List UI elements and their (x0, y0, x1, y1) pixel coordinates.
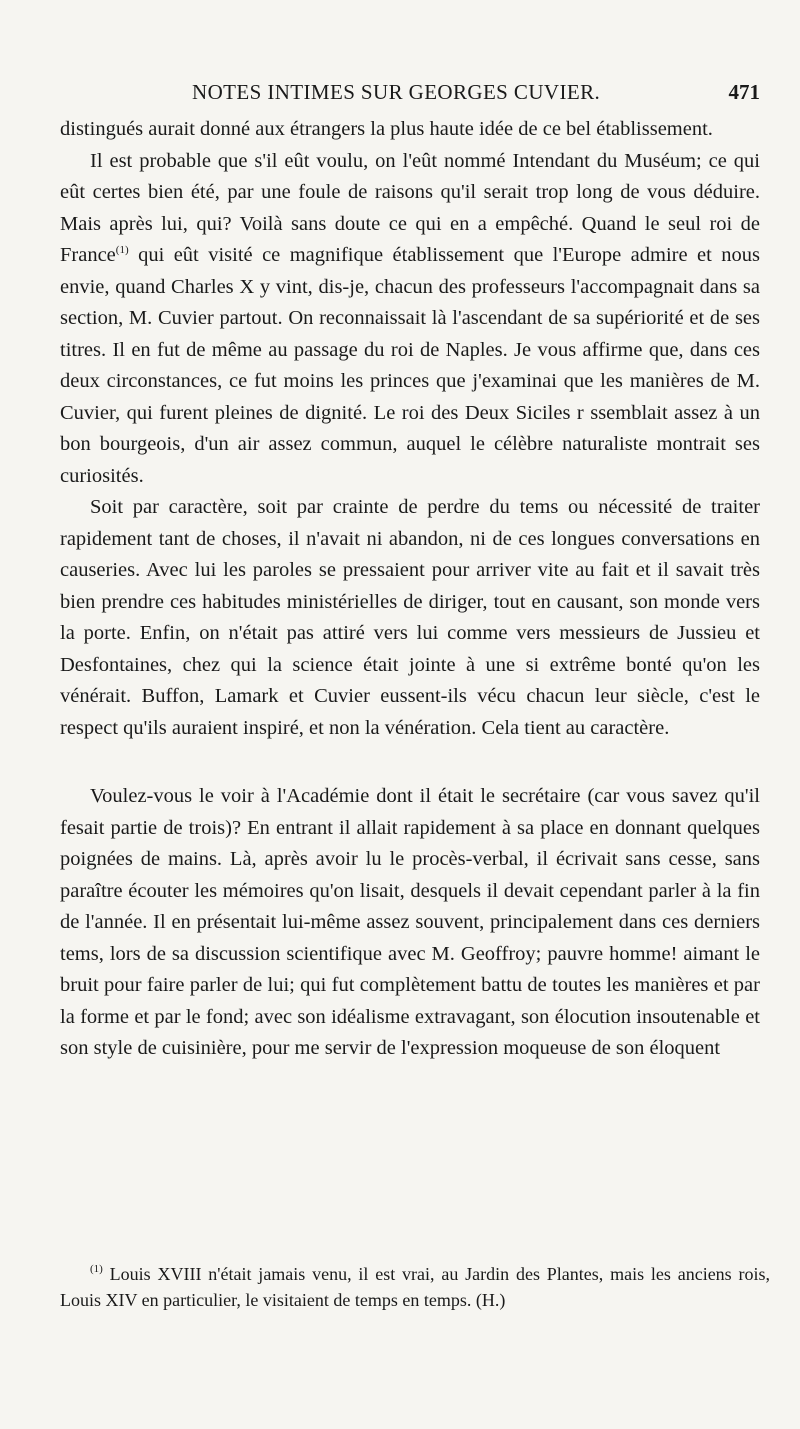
paragraph-continuation: distingués aurait donné aux étrangers la plus haute idée de ce bel établissement. (60, 118, 713, 140)
page-header (60, 80, 760, 110)
paragraph-intendant (60, 146, 760, 493)
footnote-content: Louis XVIII n'était jamais venu, il est vrai, au Jardin des Plantes, mais les anciens rois, Louis XIV en particulier, le visitaient de temps en temps. (H.) (60, 1264, 770, 1310)
paragraph-text: qui eût visité ce magnifique établissement que l'Europe admire et nous envie, quand Charles X y vint, dis-je, chacun des professeurs l'accompagnait dans sa section, M. Cuvier partout. On reconnaissait là l'ascendant de sa supériorité et de ses titres. Il en fut de même au passage du roi de Naples. Je vous affirme que, dans ces deux circonstances, ce fut moins les princes que j'examinai que les manières de M. Cuvier, qui furent pleines de dignité. Le roi des Deux Siciles r ssemblait assez à un bon bourgeois, d'un air assez commun, auquel le célèbre naturaliste montrait ses curiosités. (60, 244, 760, 487)
paragraph-caractere: Soit par caractère, soit par crainte de perdre du tems ou nécessité de traiter rapidement tant de choses, il n'avait ni abandon, ni de ces longues conversations en causeries. Avec lui les paroles se pressaient pour arriver vite au fait et il savait très bien prendre ces habitudes ministérielles de diriger, tout en causant, son monde vers la porte. Enfin, on n'était pas attiré vers lui comme vers messieurs de Jussieu et Desfontaines, chez qui la science était jointe à une si extrême bonté qu'on les vénérait. Buffon, Lamark et Cuvier eussent-ils vécu chacun leur siècle, c'est le respect qu'ils auraient inspiré, et non la vénération. Cela tient au caractère. (60, 496, 760, 739)
footnote-text (60, 1261, 770, 1313)
page-number: 471 (728, 80, 760, 104)
footnote-marker: (1) (90, 1263, 103, 1275)
paragraph-text: Il est probable que s'il eût voulu, on l'eût nommé Intendant du Muséum; ce qui eût certes bien été, par une foule de raisons qu'il serait trop long de vous déduire. Mais après lui, qui? Voilà sans doute ce qui en a empêché. Quand le seul roi de France (60, 149, 760, 266)
footnote (60, 1261, 770, 1313)
paragraph-academie: Voulez-vous le voir à l'Académie dont il était le secrétaire (car vous savez qu'il fesait partie de trois)? En entrant il allait rapidement à sa place en donnant quelques poignées de mains. Là, après avoir lu le procès-verbal, il écrivait sans cesse, sans paraître écouter les mémoires qu'on lisait, desquels il devait cependant parler à la fin de l'année. Il en présentait lui-même assez souvent, principalement dans ces derniers tems, lors de sa discussion scientifique avec M. Geoffroy; pauvre homme! aimant le bruit pour faire parler de lui; qui fut complètement battu de toutes les manières et par la forme et par le fond; avec son idéalisme extravagant, son élocution insoutenable et son style de cuisinière, pour me servir de l'expression moqueuse de son éloquent (60, 785, 760, 1059)
body-text (60, 114, 760, 1065)
footnote-reference: (1) (115, 244, 129, 256)
running-title: NOTES INTIMES SUR GEORGES CUVIER. (192, 80, 601, 104)
